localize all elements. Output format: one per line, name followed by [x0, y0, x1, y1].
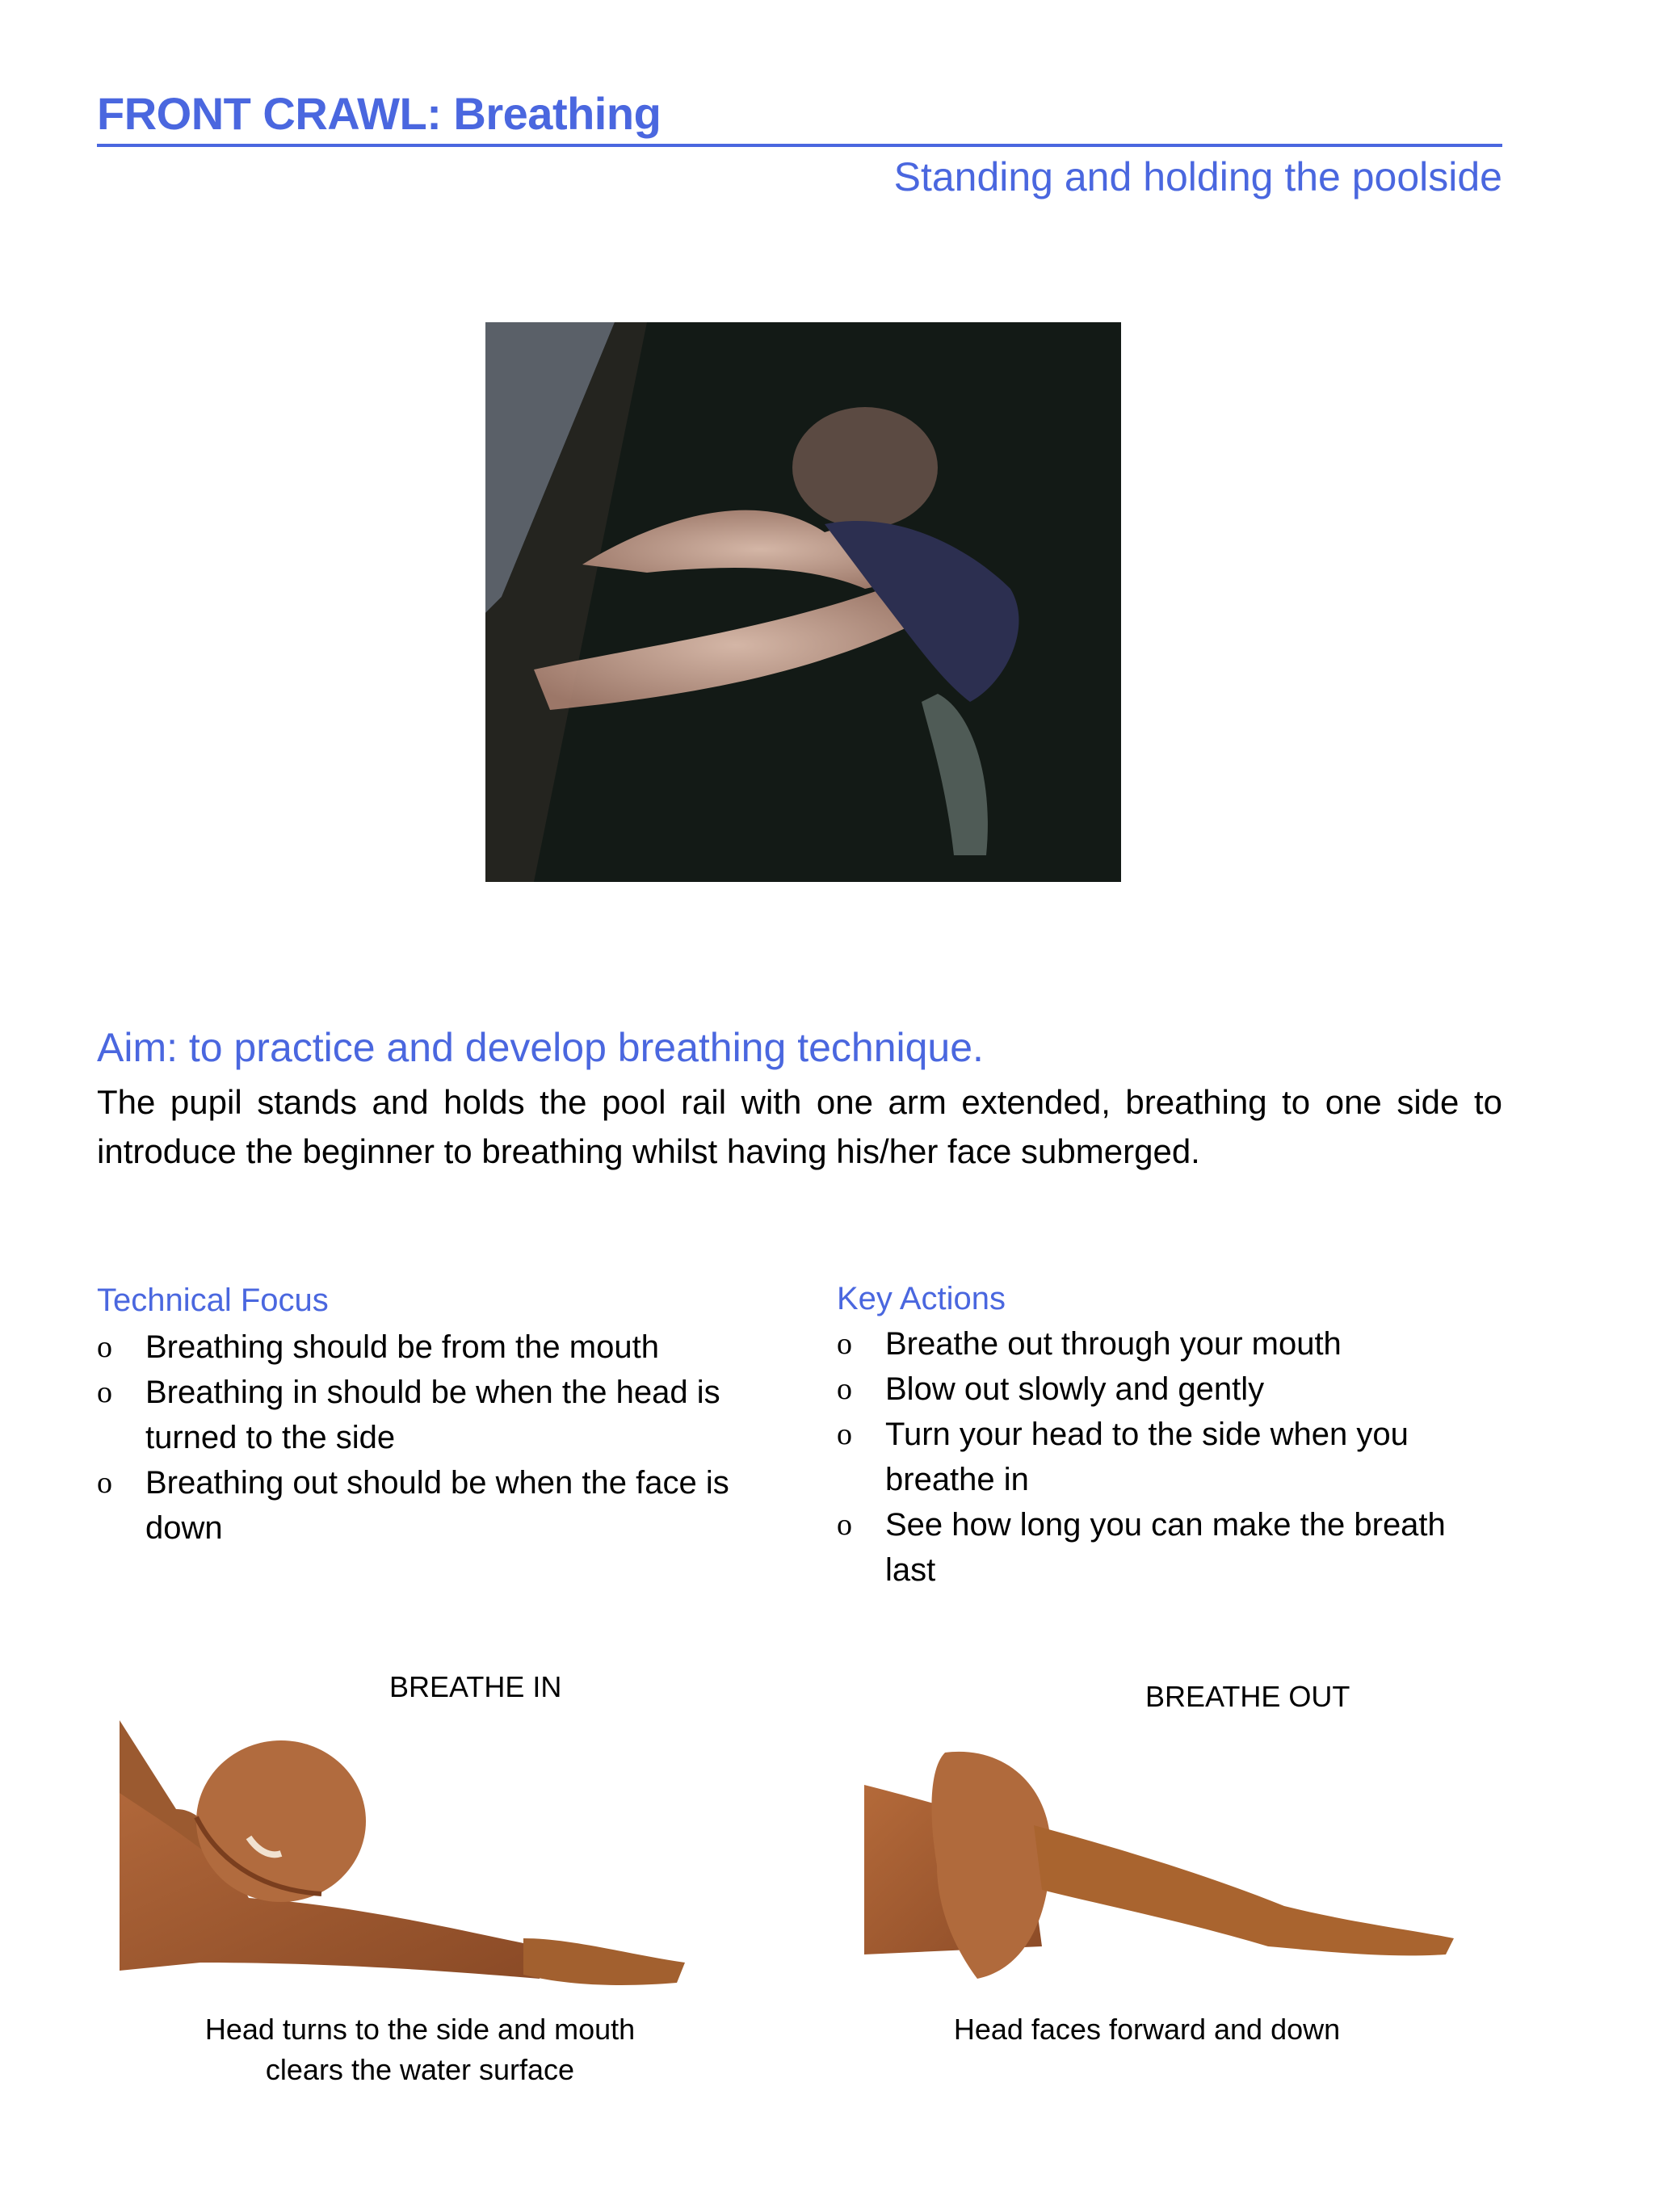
bullet-o-icon: o	[837, 1417, 852, 1451]
bullet-o-icon: o	[837, 1327, 852, 1361]
key-actions-heading: Key Actions	[837, 1281, 1006, 1316]
swimmer-breathe-in-illustration	[120, 1696, 701, 2019]
technical-focus-list	[97, 1325, 767, 1551]
breathe-in-figure	[120, 1696, 701, 2019]
list-item: o Blow out slowly and gently	[837, 1367, 1491, 1412]
list-item: o Breathe out through your mouth	[837, 1321, 1491, 1367]
page-title: FRONT CRAWL: Breathing	[97, 88, 662, 139]
poolside-photo	[485, 322, 1121, 882]
list-item: o Breathing should be from the mouth	[97, 1325, 767, 1370]
title-underline	[97, 144, 1502, 147]
breathe-out-figure	[864, 1744, 1462, 2003]
bullet-o-icon: o	[97, 1466, 112, 1500]
breathe-out-caption: Head faces forward and down	[953, 2013, 1341, 2046]
bullet-o-icon: o	[97, 1330, 112, 1364]
key-actions-list	[837, 1321, 1491, 1593]
bullet-o-icon: o	[97, 1375, 112, 1409]
list-item: o Breathing out should be when the face is down	[97, 1460, 767, 1551]
breathe-out-label: BREATHE OUT	[1145, 1680, 1350, 1713]
aim-description: The pupil stands and holds the pool rail with one arm extended, breathing to one side to introduce the beginner to breathing whilst having his/her face submerged.	[97, 1083, 1502, 1170]
breathe-in-caption: Head turns to the side and mouth clears the water surface	[204, 2013, 636, 2086]
list-item: o See how long you can make the breath last	[837, 1502, 1491, 1593]
list-item: o Turn your head to the side when you breathe in	[837, 1412, 1491, 1502]
list-item: o Breathing in should be when the head is turned to the side	[97, 1370, 767, 1460]
aim-heading: Aim: to practice and develop breathing technique.	[97, 1025, 984, 1070]
bullet-o-icon: o	[837, 1372, 852, 1406]
bullet-o-icon: o	[837, 1508, 852, 1542]
technical-focus-heading: Technical Focus	[97, 1283, 329, 1318]
swimmer-photo-illustration	[485, 322, 1121, 882]
page-subtitle: Standing and holding the poolside	[893, 154, 1502, 199]
swimmer-breathe-out-illustration	[864, 1744, 1462, 2003]
breathe-in-label: BREATHE IN	[389, 1670, 562, 1703]
